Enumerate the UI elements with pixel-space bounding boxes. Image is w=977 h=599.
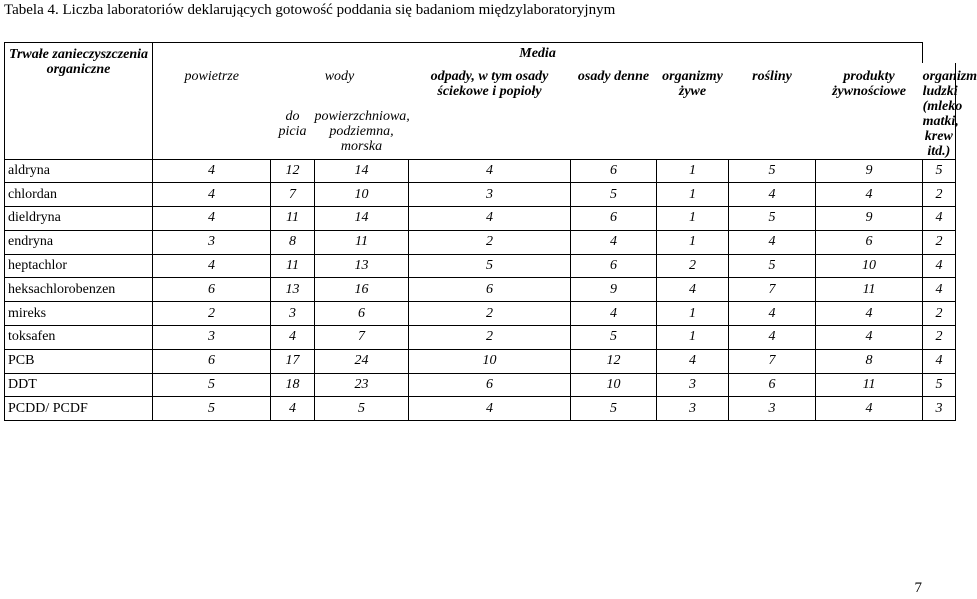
cell: 4 [729, 326, 816, 350]
row-label: chlordan [5, 183, 153, 207]
cell: 1 [657, 207, 729, 231]
cell: 4 [816, 302, 923, 326]
cell: 2 [923, 326, 956, 350]
cell: 8 [271, 230, 315, 254]
cell: 11 [816, 278, 923, 302]
cell: 2 [153, 302, 271, 326]
cell: 3 [153, 326, 271, 350]
cell: 2 [409, 302, 571, 326]
cell: 4 [271, 326, 315, 350]
table-row [5, 373, 956, 397]
cell: 6 [153, 349, 271, 373]
header-organizmy: organizmy żywe [662, 68, 723, 99]
cell: 4 [153, 254, 271, 278]
cell: 4 [409, 207, 571, 231]
cell: 7 [729, 278, 816, 302]
cell: 5 [315, 397, 409, 421]
cell: 1 [657, 302, 729, 326]
cell: 6 [571, 159, 657, 183]
page-number: 7 [914, 580, 922, 596]
cell: 4 [923, 278, 956, 302]
cell: 5 [923, 159, 956, 183]
header-rosliny: rośliny [752, 68, 792, 84]
cell: 1 [657, 326, 729, 350]
table-row [5, 183, 956, 207]
cell: 10 [315, 183, 409, 207]
cell: 10 [571, 373, 657, 397]
cell: 5 [571, 326, 657, 350]
cell: 1 [657, 230, 729, 254]
cell: 13 [315, 254, 409, 278]
cell: 10 [816, 254, 923, 278]
table-row [5, 207, 956, 231]
cell: 2 [923, 230, 956, 254]
cell: 2 [409, 230, 571, 254]
cell: 4 [409, 397, 571, 421]
cell: 6 [729, 373, 816, 397]
cell: 4 [729, 302, 816, 326]
cell: 4 [271, 397, 315, 421]
cell: 5 [571, 183, 657, 207]
cell: 4 [657, 278, 729, 302]
cell: 6 [816, 230, 923, 254]
cell: 5 [153, 373, 271, 397]
cell: 16 [315, 278, 409, 302]
cell: 6 [409, 278, 571, 302]
cell: 3 [729, 397, 816, 421]
cell: 7 [271, 183, 315, 207]
cell: 5 [729, 254, 816, 278]
cell: 4 [816, 326, 923, 350]
laboratories-table [4, 42, 977, 421]
header-wody: wody [324, 68, 355, 84]
cell: 14 [315, 207, 409, 231]
cell: 4 [153, 207, 271, 231]
table-row [5, 397, 956, 421]
cell: 5 [729, 159, 816, 183]
cell: 8 [816, 349, 923, 373]
header-powietrze: powietrze [184, 68, 239, 84]
table-row [5, 230, 956, 254]
cell: 2 [923, 183, 956, 207]
cell: 5 [923, 373, 956, 397]
cell: 5 [409, 254, 571, 278]
cell: 6 [409, 373, 571, 397]
cell: 17 [271, 349, 315, 373]
cell: 4 [729, 183, 816, 207]
cell: 4 [571, 302, 657, 326]
cell: 18 [271, 373, 315, 397]
row-label: DDT [5, 373, 153, 397]
cell: 4 [923, 349, 956, 373]
table-row [5, 326, 956, 350]
table-caption: Tabela 4. Liczba laboratoriów deklarujących gotowość poddania się badaniom międzylaboratoryjnym [4, 2, 616, 18]
row-label: dieldryna [5, 207, 153, 231]
cell: 5 [153, 397, 271, 421]
header-do-picia: do picia [278, 108, 307, 139]
table-row [5, 302, 956, 326]
cell: 2 [923, 302, 956, 326]
cell: 4 [729, 230, 816, 254]
cell: 5 [729, 207, 816, 231]
cell: 5 [571, 397, 657, 421]
cell: 11 [315, 230, 409, 254]
cell: 9 [571, 278, 657, 302]
row-label: endryna [5, 230, 153, 254]
table-row [5, 349, 956, 373]
header-odpady: odpady, w tym osady ściekowe i popioły [430, 68, 549, 99]
table-row [5, 159, 956, 183]
cell: 4 [409, 159, 571, 183]
cell: 6 [153, 278, 271, 302]
cell: 11 [271, 207, 315, 231]
cell: 11 [816, 373, 923, 397]
cell: 3 [271, 302, 315, 326]
row-label: aldryna [5, 159, 153, 183]
cell: 1 [657, 183, 729, 207]
cell: 13 [271, 278, 315, 302]
cell: 9 [816, 159, 923, 183]
row-label: mireks [5, 302, 153, 326]
header-produkty: produkty żywnościowe [832, 68, 906, 99]
header-media: Media [153, 43, 923, 63]
cell: 23 [315, 373, 409, 397]
cell: 4 [571, 230, 657, 254]
cell: 2 [657, 254, 729, 278]
cell: 10 [409, 349, 571, 373]
cell: 24 [315, 349, 409, 373]
row-label: PCB [5, 349, 153, 373]
cell: 3 [923, 397, 956, 421]
row-label: heptachlor [5, 254, 153, 278]
header-powierzchniowa: powierzchniowa, podziemna, morska [314, 108, 410, 154]
cell: 4 [657, 349, 729, 373]
cell: 3 [153, 230, 271, 254]
cell: 4 [923, 207, 956, 231]
cell: 4 [816, 183, 923, 207]
cell: 14 [315, 159, 409, 183]
table-row [5, 254, 956, 278]
header-corner: Trwałe zanieczyszczenia organiczne [5, 43, 153, 160]
cell: 7 [729, 349, 816, 373]
header-osady: osady denne [577, 68, 650, 84]
cell: 6 [315, 302, 409, 326]
cell: 3 [657, 397, 729, 421]
cell: 7 [315, 326, 409, 350]
header-ludzki: organizm ludzki (mleko matki, krew itd.) [923, 63, 956, 160]
cell: 4 [816, 397, 923, 421]
cell: 9 [816, 207, 923, 231]
row-label: toksafen [5, 326, 153, 350]
cell: 3 [409, 183, 571, 207]
cell: 12 [271, 159, 315, 183]
table-row [5, 278, 956, 302]
cell: 4 [153, 159, 271, 183]
cell: 12 [571, 349, 657, 373]
cell: 4 [923, 254, 956, 278]
cell: 2 [409, 326, 571, 350]
cell: 1 [657, 159, 729, 183]
cell: 6 [571, 207, 657, 231]
cell: 3 [657, 373, 729, 397]
cell: 4 [153, 183, 271, 207]
cell: 6 [571, 254, 657, 278]
row-label: PCDD/ PCDF [5, 397, 153, 421]
cell: 11 [271, 254, 315, 278]
row-label: heksachlorobenzen [5, 278, 153, 302]
